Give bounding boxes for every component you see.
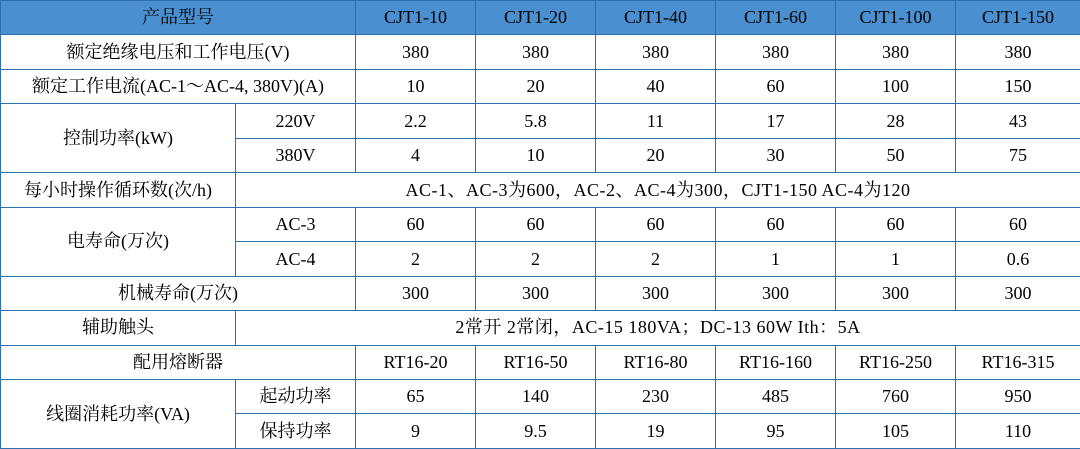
cell: 4 — [356, 138, 476, 172]
cell: 380 — [836, 35, 956, 69]
row-sublabel-holding-power: 保持功率 — [236, 414, 356, 449]
table-row — [1, 311, 1080, 345]
cell: 2 — [476, 242, 596, 276]
table-row — [1, 379, 1080, 413]
cell: 300 — [836, 276, 956, 310]
cell: 50 — [836, 138, 956, 172]
cell: 9.5 — [476, 414, 596, 449]
cell: RT16-20 — [356, 345, 476, 379]
cell: 60 — [836, 207, 956, 241]
row-note-auxiliary-contacts: 2常开 2常闭，AC-15 180VA；DC-13 60W Ith：5A — [236, 311, 1080, 345]
cell: 60 — [476, 207, 596, 241]
cell: 17 — [716, 104, 836, 138]
cell: 10 — [356, 69, 476, 103]
row-sublabel-starting-power: 起动功率 — [236, 379, 356, 413]
row-label-operating-cycles: 每小时操作循环数(次/h) — [1, 173, 236, 207]
table-row — [1, 69, 1080, 103]
cell: 11 — [596, 104, 716, 138]
header-model-6: CJT1-150 — [956, 1, 1080, 35]
cell: 300 — [476, 276, 596, 310]
cell: 485 — [716, 379, 836, 413]
cell: RT16-160 — [716, 345, 836, 379]
cell: 40 — [596, 69, 716, 103]
cell: 75 — [956, 138, 1080, 172]
row-label-auxiliary-contacts: 辅助触头 — [1, 311, 236, 345]
row-sublabel-ac4: AC-4 — [236, 242, 356, 276]
row-note-operating-cycles: AC-1、AC-3为600，AC-2、AC-4为300，CJT1-150 AC-4为120 — [236, 173, 1080, 207]
header-model-3: CJT1-40 — [596, 1, 716, 35]
header-model-2: CJT1-20 — [476, 1, 596, 35]
table-row — [1, 276, 1080, 310]
cell: 2 — [596, 242, 716, 276]
row-label-fuse: 配用熔断器 — [1, 345, 356, 379]
cell: 300 — [716, 276, 836, 310]
cell: RT16-250 — [836, 345, 956, 379]
cell: 19 — [596, 414, 716, 449]
cell: 1 — [716, 242, 836, 276]
table-row — [1, 104, 1080, 138]
cell: 60 — [956, 207, 1080, 241]
table-row — [1, 345, 1080, 379]
cell: 760 — [836, 379, 956, 413]
cell: 380 — [356, 35, 476, 69]
cell: RT16-50 — [476, 345, 596, 379]
row-label-insulation-voltage: 额定绝缘电压和工作电压(V) — [1, 35, 356, 69]
cell: 95 — [716, 414, 836, 449]
cell: 105 — [836, 414, 956, 449]
cell: 20 — [476, 69, 596, 103]
table-row — [1, 207, 1080, 241]
cell: 140 — [476, 379, 596, 413]
cell: 380 — [956, 35, 1080, 69]
cell: 9 — [356, 414, 476, 449]
row-label-control-power: 控制功率(kW) — [1, 104, 236, 173]
header-model-1: CJT1-10 — [356, 1, 476, 35]
header-label: 产品型号 — [1, 1, 356, 35]
cell: 60 — [716, 69, 836, 103]
row-label-mechanical-life: 机械寿命(万次) — [1, 276, 356, 310]
cell: RT16-80 — [596, 345, 716, 379]
cell: 10 — [476, 138, 596, 172]
cell: 30 — [716, 138, 836, 172]
cell: 150 — [956, 69, 1080, 103]
cell: 60 — [356, 207, 476, 241]
cell: 60 — [596, 207, 716, 241]
cell: 950 — [956, 379, 1080, 413]
cell: 28 — [836, 104, 956, 138]
cell: 20 — [596, 138, 716, 172]
cell: 230 — [596, 379, 716, 413]
row-sublabel-ac3: AC-3 — [236, 207, 356, 241]
cell: 60 — [716, 207, 836, 241]
header-model-4: CJT1-60 — [716, 1, 836, 35]
row-sublabel-220v: 220V — [236, 104, 356, 138]
row-label-electrical-life: 电寿命(万次) — [1, 207, 236, 276]
cell: 65 — [356, 379, 476, 413]
cell: 0.6 — [956, 242, 1080, 276]
cell: 110 — [956, 414, 1080, 449]
row-sublabel-380v: 380V — [236, 138, 356, 172]
cell: 300 — [356, 276, 476, 310]
cell: 2 — [356, 242, 476, 276]
header-model-5: CJT1-100 — [836, 1, 956, 35]
table-row — [1, 35, 1080, 69]
cell: 5.8 — [476, 104, 596, 138]
cell: 380 — [716, 35, 836, 69]
cell: 2.2 — [356, 104, 476, 138]
cell: RT16-315 — [956, 345, 1080, 379]
table-header-row — [1, 1, 1080, 35]
cell: 1 — [836, 242, 956, 276]
cell: 380 — [476, 35, 596, 69]
table-row — [1, 173, 1080, 207]
cell: 300 — [956, 276, 1080, 310]
cell: 300 — [596, 276, 716, 310]
cell: 43 — [956, 104, 1080, 138]
row-label-coil-power: 线圈消耗功率(VA) — [1, 379, 236, 448]
row-label-rated-current: 额定工作电流(AC-1～AC-4, 380V)(A) — [1, 69, 356, 103]
cell: 380 — [596, 35, 716, 69]
cell: 100 — [836, 69, 956, 103]
